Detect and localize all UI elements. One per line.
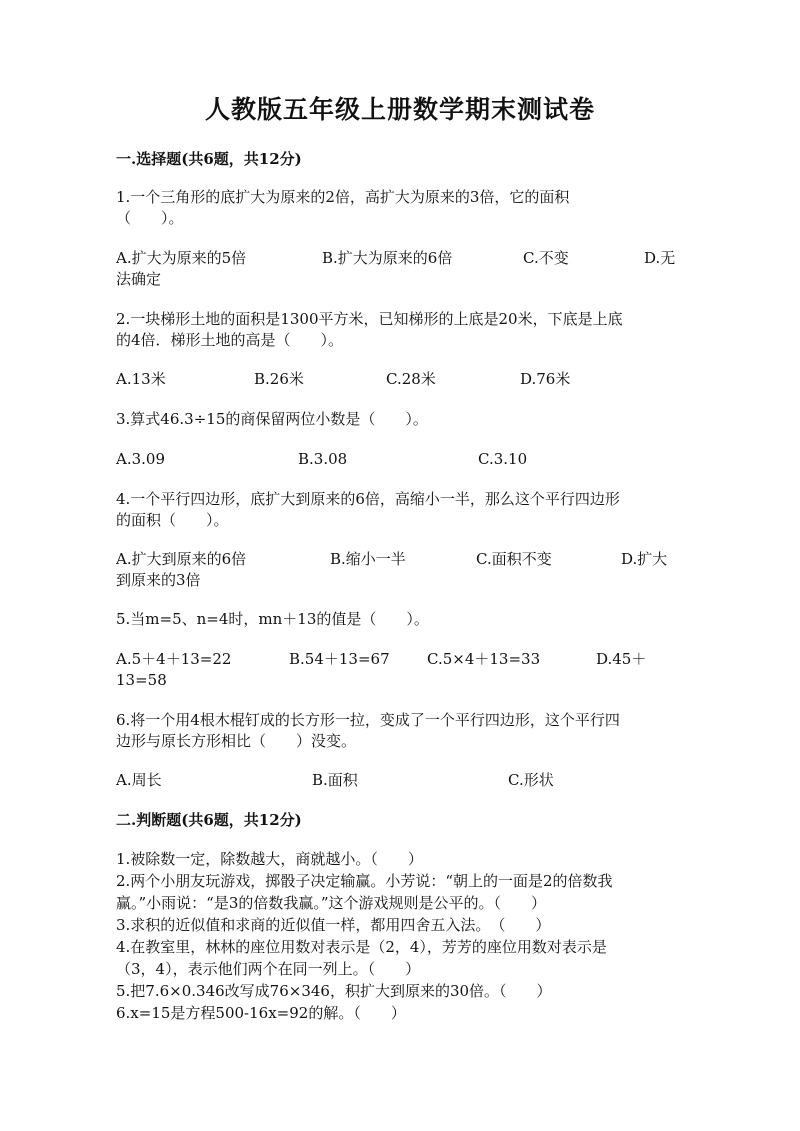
question-5-option-c: C.5×4＋13=33	[427, 650, 541, 668]
question-2-stem-line1: 2.一块梯形土地的面积是1300平方米，已知梯形的上底是20米，下底是上底	[116, 310, 623, 328]
question-2-option-a: A.13米	[116, 370, 166, 388]
question-1-option-b: B.扩大为原来的6倍	[322, 249, 453, 267]
question-4-stem-line2: 的面积（ ）。	[116, 511, 229, 529]
exam-title: 人教版五年级上册数学期末测试卷	[204, 95, 595, 124]
question-1-stem	[116, 187, 686, 229]
question-3-stem-line1: 3.算式46.3÷15的商保留两位小数是（ ）。	[116, 410, 428, 428]
question-2-option-c: C.28米	[386, 370, 436, 388]
question-3-options	[116, 449, 686, 491]
question-5-option-d-line2: 13=58	[116, 671, 167, 689]
question-1-option-a: A.扩大为原来的5倍	[116, 249, 247, 267]
section-heading-judgement: 二.判断题(共6题，共12分)	[116, 811, 302, 829]
question-2-stem	[116, 309, 686, 351]
judgement-line: 6.x=15是方程500-16x=92的解。（ ）	[116, 1004, 406, 1022]
judgement-line: 赢。”小雨说：“是3的倍数我赢。”这个游戏规则是公平的。（ ）	[116, 894, 547, 912]
question-4-stem	[116, 489, 686, 531]
question-1-options	[116, 248, 686, 290]
judgement-line: 4.在教室里，林林的座位用数对表示是（2，4），芳芳的座位用数对表示是	[116, 938, 607, 956]
question-5-stem	[116, 609, 686, 630]
question-5-option-d-line1: D.45＋	[596, 650, 647, 668]
judgement-line: 1.被除数一定，除数越大，商就越小。（ ）	[116, 850, 423, 868]
question-5-stem-line1: 5.当m=5、n=4时，mn＋13的值是（ ）。	[116, 610, 429, 628]
question-4-option-a: A.扩大到原来的6倍	[116, 550, 247, 568]
judgement-line: （3，4），表示他们两个在同一列上。（ ）	[116, 960, 421, 978]
question-4-option-c: C.面积不变	[476, 550, 552, 568]
judgement-line: 3.求积的近似值和求商的近似值一样，都用四舍五入法。 （ ）	[116, 916, 551, 934]
question-6-option-a: A.周长	[116, 771, 162, 789]
judgement-line: 2.两个小朋友玩游戏，掷骰子决定输赢。小芳说：“朝上的一面是2的倍数我	[116, 872, 613, 890]
question-2-option-b: B.26米	[254, 370, 304, 388]
question-5-option-a: A.5＋4＋13=22	[116, 650, 232, 668]
judgement-list	[116, 848, 686, 1024]
question-4-option-b: B.缩小一半	[330, 550, 406, 568]
question-6-stem	[116, 710, 686, 752]
question-6-options	[116, 770, 686, 812]
question-5-options	[116, 649, 686, 691]
question-6-stem-line2: 边形与原长方形相比（ ）没变。	[116, 732, 357, 750]
question-2-options	[116, 369, 686, 411]
question-6-stem-line1: 6.将一个用4根木棍钉成的长方形一拉，变成了一个平行四边形，这个平行四	[116, 711, 620, 729]
question-4-stem-line1: 4.一个平行四边形，底扩大到原来的6倍，高缩小一半，那么这个平行四边形	[116, 490, 620, 508]
question-5-option-b: B.54＋13=67	[289, 650, 390, 668]
question-6-option-c: C.形状	[508, 771, 554, 789]
question-2-option-d: D.76米	[520, 370, 571, 388]
question-4-options	[116, 549, 686, 591]
judgement-line: 5.把7.6×0.346改写成76×346，积扩大到原来的30倍。（ ）	[116, 982, 552, 1000]
question-4-option-d-line1: D.扩大	[621, 550, 668, 568]
question-3-option-a: A.3.09	[116, 450, 165, 468]
question-1-stem-line2: （ ）。	[116, 209, 184, 227]
question-1-option-c: C.不变	[523, 249, 569, 267]
question-3-option-b: B.3.08	[298, 450, 348, 468]
question-1-option-d-line1: D.无	[644, 249, 676, 267]
question-4-option-d-line2: 到原来的3倍	[116, 571, 201, 589]
question-1-option-d-line2: 法确定	[116, 270, 162, 288]
question-6-option-b: B.面积	[312, 771, 358, 789]
question-1-stem-line1: 1.一个三角形的底扩大为原来的2倍，高扩大为原来的3倍，它的面积	[116, 188, 570, 206]
question-3-stem	[116, 409, 686, 430]
question-3-option-c: C.3.10	[478, 450, 528, 468]
question-2-stem-line2: 的4倍．梯形土地的高是（ ）。	[116, 331, 344, 349]
section-heading-choice: 一.选择题(共6题，共12分)	[116, 150, 302, 168]
